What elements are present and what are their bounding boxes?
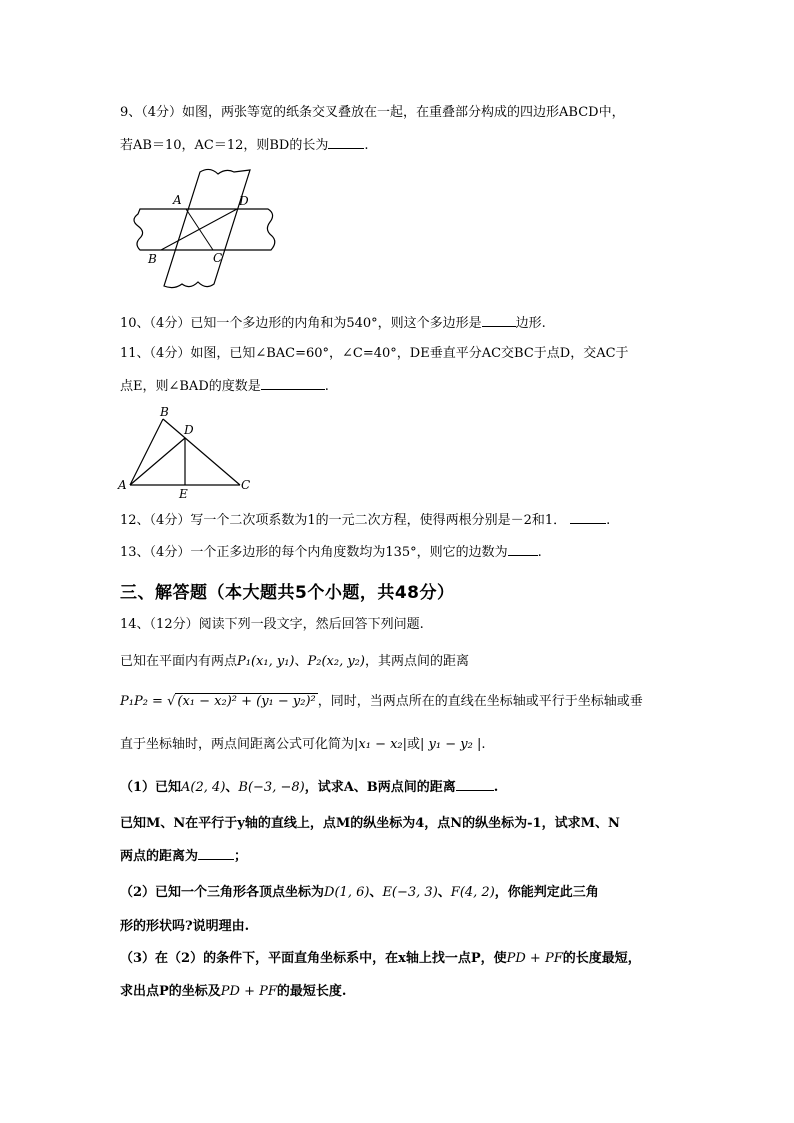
q14-part3-line2-expr: PD + PF bbox=[220, 984, 277, 999]
q14-formula-line bbox=[120, 693, 643, 711]
section-heading: 三、解答题（本大题共5个小题，共48分） bbox=[120, 583, 455, 603]
q14-mn-text: 两点的距离为 bbox=[120, 849, 199, 864]
q9-label-d: D bbox=[239, 194, 249, 208]
q14-simplify-end: . bbox=[481, 737, 486, 752]
q9-line2 bbox=[120, 136, 368, 155]
q14-known-line bbox=[120, 653, 469, 671]
q14-simplify-x: |x₁ − x₂| bbox=[354, 737, 408, 752]
q14-part1-line bbox=[120, 778, 498, 797]
q14-part3-line1 bbox=[120, 950, 641, 968]
q10-answer-blank bbox=[482, 314, 516, 327]
segment-ad bbox=[130, 438, 185, 485]
q14-part1-ask: ，试求A、B两点间的距离 bbox=[304, 780, 456, 795]
q13-text: 13、（4分）一个正多边形的每个内角度数均为135°，则它的边数为 bbox=[120, 545, 508, 560]
q9-label-b: B bbox=[148, 252, 157, 266]
q14-formula-lhs: P₁P₂ = bbox=[120, 694, 168, 709]
horizontal-strip bbox=[134, 209, 275, 250]
q13-line bbox=[120, 543, 542, 562]
q10-text: 10、（4分）已知一个多边形的内角和为540°，则这个多边形是 bbox=[120, 316, 482, 331]
q14-part2-end: ，你能判定此三角 bbox=[494, 885, 599, 900]
q11-label-a: A bbox=[118, 478, 127, 492]
q14-point-p1: P₁(x₁, y₁) bbox=[237, 654, 295, 669]
q14-part1-blank bbox=[456, 778, 494, 791]
q9-answer-blank bbox=[328, 136, 364, 149]
q11-line2-end: . bbox=[324, 379, 329, 394]
q12-text: 12、（4分）写一个二次项系数为1的一元二次方程，使得两根分别是－2和1． bbox=[120, 513, 567, 528]
q9-line2-text: 若AB＝10，AC＝12，则BD的长为 bbox=[120, 138, 329, 153]
q14-sep: 、 bbox=[294, 654, 308, 669]
sqrt-icon: √ bbox=[167, 694, 176, 709]
q14-simplify-or: 或 bbox=[407, 737, 421, 752]
q14-point-e: E(−3, 3) bbox=[382, 885, 438, 900]
q11-label-d: D bbox=[184, 423, 194, 437]
diagonal-bd bbox=[161, 209, 237, 250]
q14-part3-line2 bbox=[120, 983, 346, 1001]
q14-part3-line2-text: 求出点P的坐标及 bbox=[120, 984, 221, 999]
q14-point-p2: P₂(x₂, y₂) bbox=[307, 654, 365, 669]
q14-simplify-y: | y₁ − y₂ | bbox=[420, 737, 482, 752]
q14-part2-line1 bbox=[120, 884, 599, 902]
q13-answer-blank bbox=[508, 543, 538, 556]
q12-answer-blank bbox=[570, 511, 606, 524]
q12-end: . bbox=[606, 513, 611, 528]
q11-answer-blank bbox=[261, 377, 325, 390]
q14-known-end: ，其两点间的距离 bbox=[364, 654, 469, 669]
q9-label-a: A bbox=[173, 193, 182, 207]
q14-part3-end: 的长度最短， bbox=[562, 951, 641, 966]
q11-label-c: C bbox=[241, 478, 251, 492]
q14-part1-end: . bbox=[493, 780, 499, 795]
q14-part2-text: （2）已知一个三角形各顶点坐标为 bbox=[120, 885, 325, 900]
q14-formula-radicand: (x₁ − x₂)² + (y₁ − y₂)² bbox=[177, 694, 316, 709]
q14-point-a: A(2, 4) bbox=[181, 780, 226, 795]
q11-figure bbox=[116, 405, 266, 500]
q14-part2-sep2: 、 bbox=[437, 885, 451, 900]
q9-figure bbox=[118, 162, 288, 297]
q14-point-b: B(−3, −8) bbox=[238, 780, 305, 795]
q9-label-c: C bbox=[213, 251, 223, 265]
q11-label-e: E bbox=[179, 487, 188, 500]
segment-bc bbox=[163, 419, 240, 485]
q10-line bbox=[120, 314, 546, 333]
q14-part3-expr: PD + PF bbox=[506, 951, 563, 966]
q10-end: 边形. bbox=[515, 316, 546, 331]
q14-mn-line2 bbox=[120, 847, 247, 866]
q14-mn-end: ； bbox=[234, 849, 248, 864]
q14-part1-text: （1）已知 bbox=[120, 780, 182, 795]
q14-known-text: 已知在平面内有两点 bbox=[120, 654, 238, 669]
q14-mn-line1: 已知M、N在平行于y轴的直线上，点M的纵坐标为4，点N的纵坐标为-1，试求M、N bbox=[120, 816, 620, 831]
q14-formula-text: ，同时，当两点所在的直线在坐标轴或平行于坐标轴或垂 bbox=[317, 694, 643, 709]
q13-end: . bbox=[537, 545, 542, 560]
q11-line2-text: 点E，则∠BAD的度数是 bbox=[120, 379, 261, 394]
q9-line2-end: . bbox=[364, 138, 369, 153]
q14-mn-blank bbox=[198, 847, 234, 860]
q14-point-d: D(1, 6) bbox=[324, 885, 370, 900]
q14-point-f: F(4, 2) bbox=[450, 885, 495, 900]
q14-part3-text: （3）在（2）的条件下，平面直角坐标系中，在x轴上找一点P，使 bbox=[120, 951, 507, 966]
q14-part1-sep: 、 bbox=[225, 780, 239, 795]
q14-simplify-text: 直于坐标轴时，两点间距离公式可化简为 bbox=[120, 737, 355, 752]
q11-label-b: B bbox=[160, 405, 169, 419]
slanted-strip bbox=[164, 169, 250, 287]
q14-intro: 14、（12分）阅读下列一段文字，然后回答下列问题. bbox=[120, 617, 424, 632]
q14-simplify-line bbox=[120, 736, 485, 754]
q12-line bbox=[120, 511, 610, 530]
q9-line1: 9、（4分）如图，两张等宽的纸条交叉叠放在一起，在重叠部分构成的四边形ABCD中， bbox=[120, 105, 625, 120]
segment-ab bbox=[130, 419, 163, 485]
q14-part3-line2-end: 的最短长度. bbox=[276, 984, 347, 999]
q11-line1: 11、（4分）如图，已知∠BAC=60°，∠C=40°，DE垂直平分AC交BC于点D，交AC于 bbox=[120, 346, 629, 361]
q14-part2-sep1: 、 bbox=[369, 885, 383, 900]
q14-part2-line2: 形的形状吗?说明理由. bbox=[120, 919, 250, 934]
q11-line2 bbox=[120, 377, 329, 396]
